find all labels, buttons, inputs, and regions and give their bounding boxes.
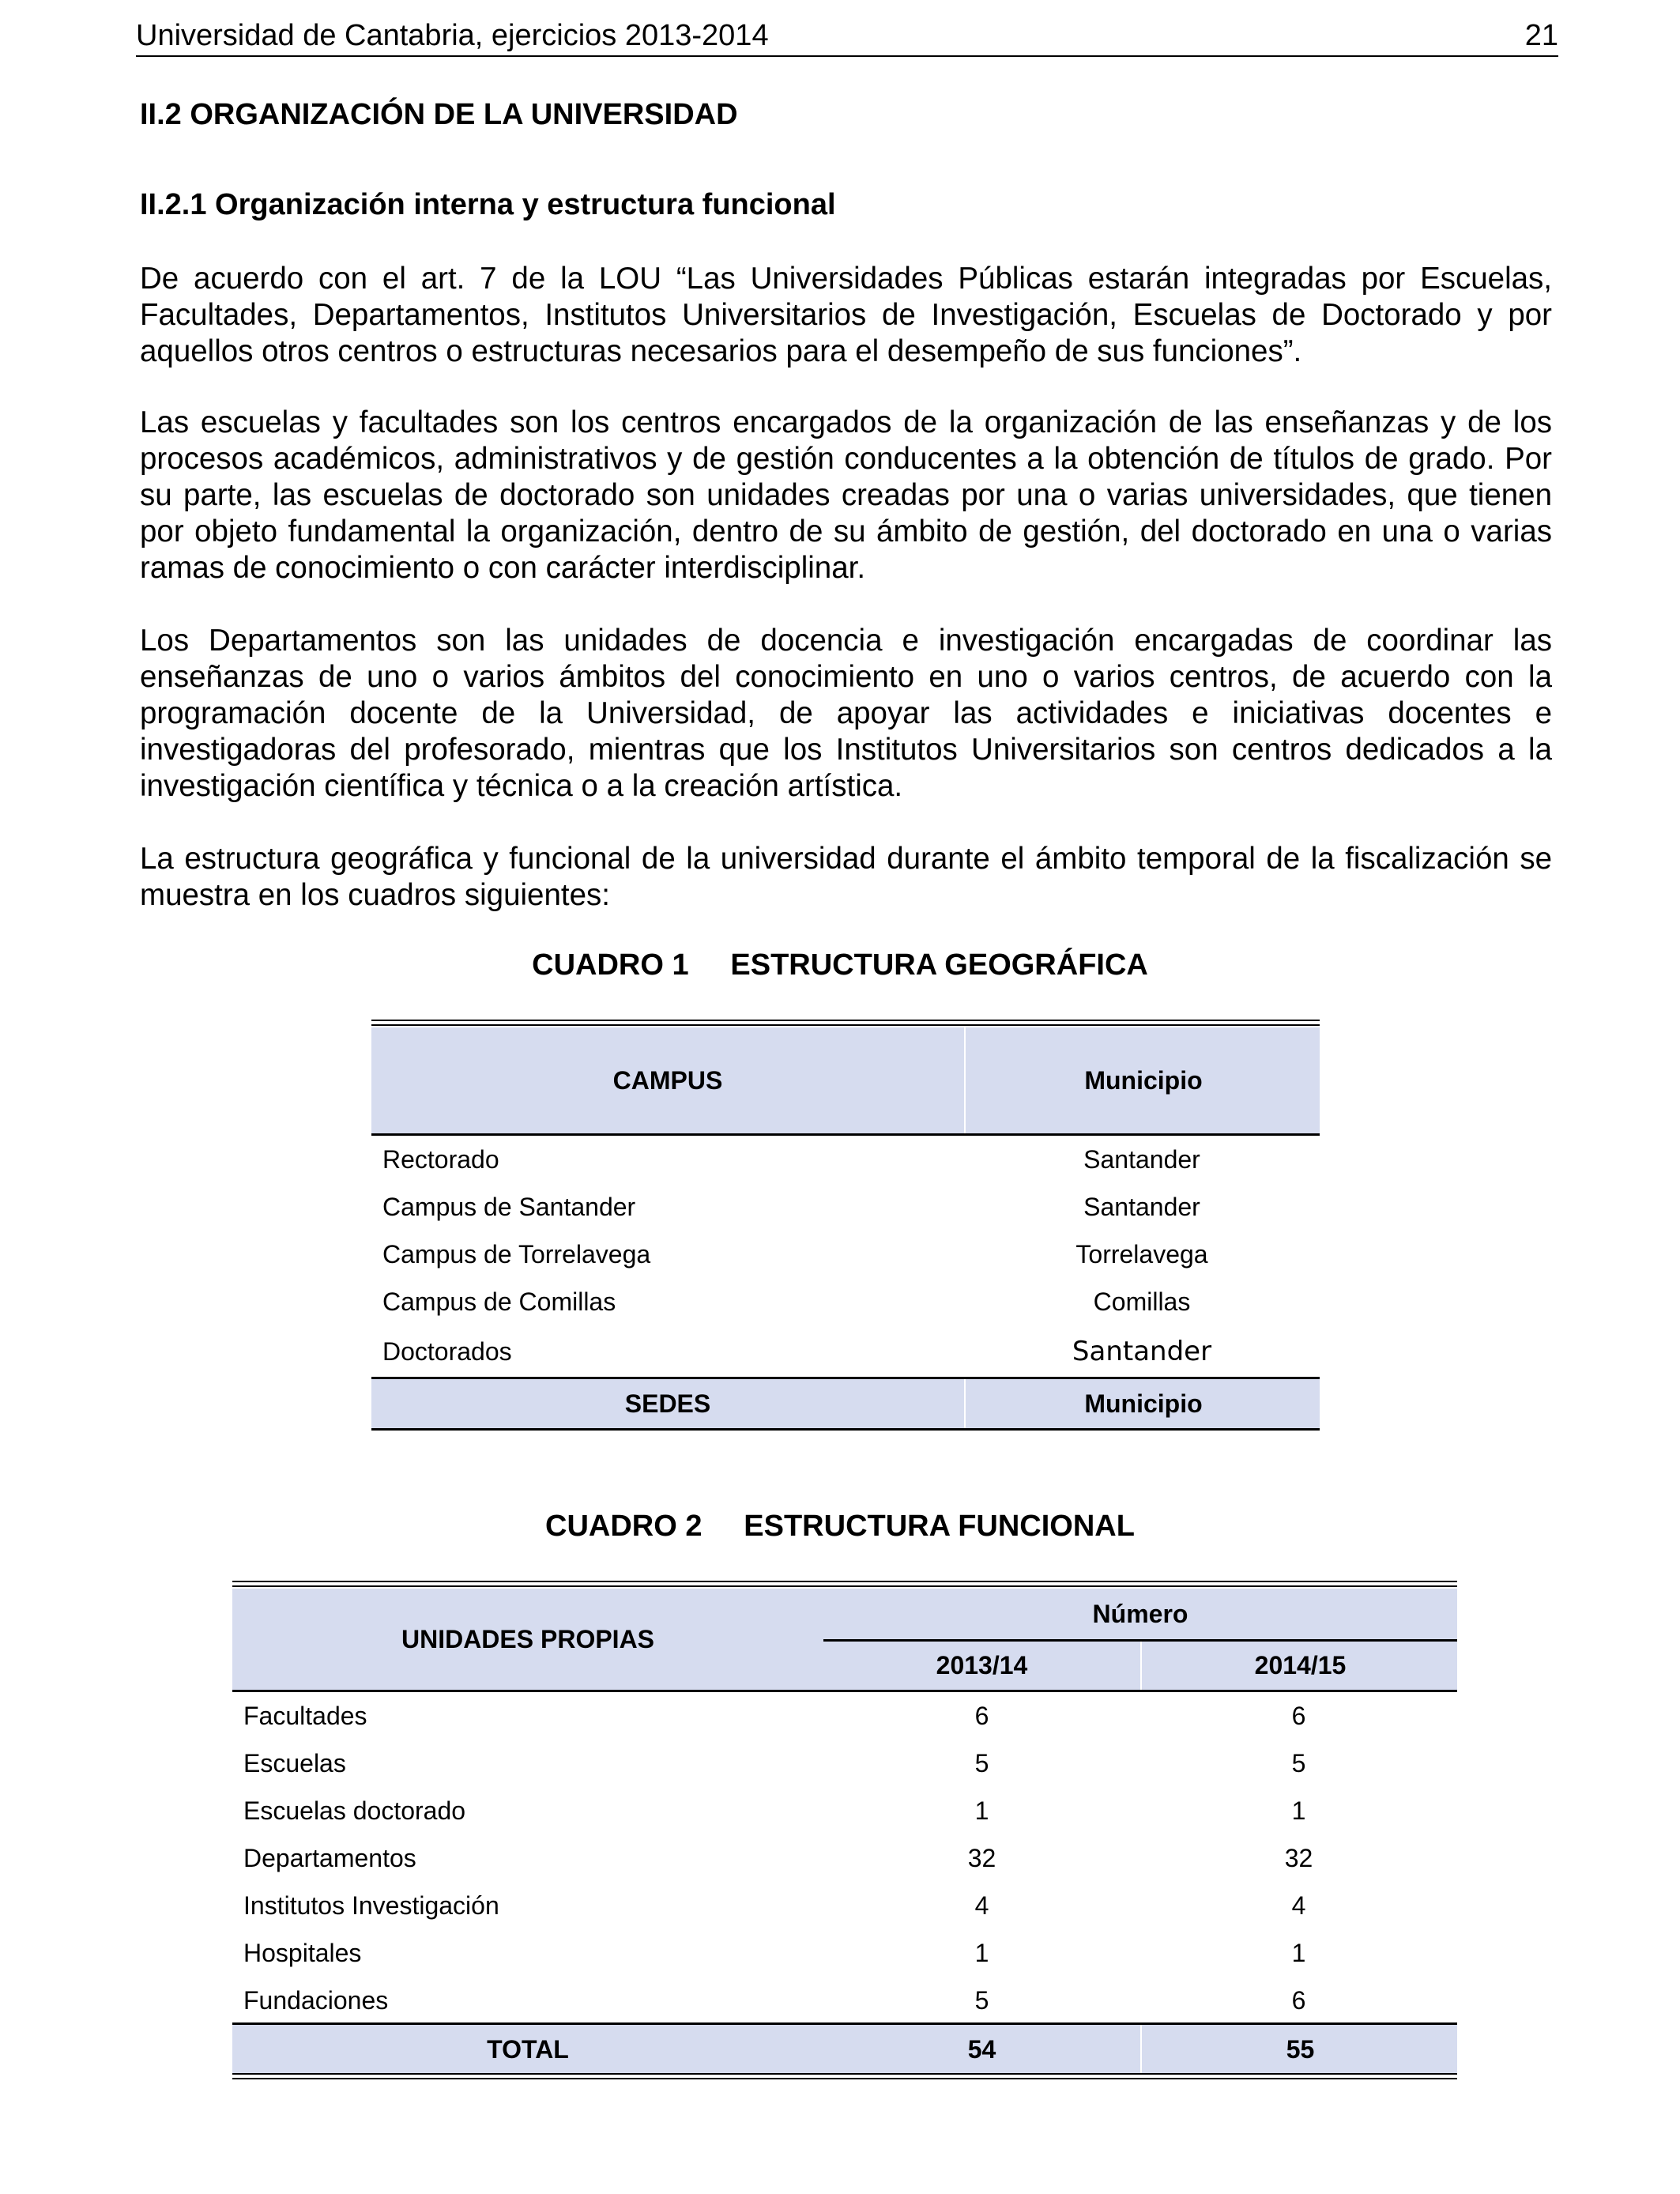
municipio-cell: Santander xyxy=(1072,1336,1212,1367)
table-row xyxy=(371,1136,1320,1183)
unit-cell: Hospitales xyxy=(243,1939,362,1967)
table-row xyxy=(232,1882,1457,1929)
value-cell: 1 xyxy=(1291,1796,1306,1825)
footer-sedes: SEDES xyxy=(624,1389,711,1418)
table1-header xyxy=(371,1027,1320,1136)
total-value: 54 xyxy=(967,2035,996,2064)
value-cell: 4 xyxy=(974,1891,989,1920)
municipio-cell: Torrelavega xyxy=(1075,1240,1208,1269)
table-row xyxy=(232,1787,1457,1834)
column-header-municipio: Municipio xyxy=(964,1027,1321,1133)
paragraph: Los Departamentos son las unidades de docencia e investigación encargadas de coordinar las enseñanzas de uno o varios ámbitos del conocimiento en uno o varios centros, de acuerdo con la programación docente de la Universidad, de apoyar las actividades e iniciativas docentes e investigadoras del profesorado, mientras que los Institutos Universitarios son centros dedicados a la investigación científica y técnica o a la creación artística. xyxy=(140,624,1552,803)
unit-cell: Escuelas xyxy=(243,1749,346,1777)
table-row xyxy=(371,1278,1320,1325)
subsection-title: II.2.1 Organización interna y estructura funcional xyxy=(140,188,836,221)
total-label: TOTAL xyxy=(487,2035,569,2064)
value-cell: 5 xyxy=(974,1986,989,2015)
value-cell: 5 xyxy=(974,1749,989,1777)
table-row xyxy=(371,1328,1320,1375)
table2-caption: CUADRO 2 ESTRUCTURA FUNCIONAL xyxy=(545,1510,1135,1543)
campus-cell: Rectorado xyxy=(382,1145,499,1174)
value-cell: 1 xyxy=(1291,1939,1306,1967)
campus-cell: Campus de Comillas xyxy=(382,1287,616,1316)
table-rule xyxy=(232,2073,1457,2075)
value-cell: 32 xyxy=(1284,1844,1313,1872)
paragraph: La estructura geográfica y funcional de la universidad durante el ámbito temporal de la fiscalización se muestra en los cuadros siguientes: xyxy=(140,842,1552,912)
table-row xyxy=(371,1183,1320,1231)
table-rule xyxy=(232,1581,1457,1582)
table-row xyxy=(232,1692,1457,1740)
table-rule xyxy=(371,1020,1320,1021)
table-row xyxy=(371,1231,1320,1278)
table-rule xyxy=(232,1585,1457,1587)
unit-cell: Facultades xyxy=(243,1702,367,1730)
municipio-cell: Santander xyxy=(1083,1145,1200,1174)
table-row xyxy=(232,1929,1457,1977)
table-row xyxy=(232,1834,1457,1882)
municipio-cell: Santander xyxy=(1083,1193,1200,1221)
table-rule xyxy=(232,2078,1457,2079)
value-cell: 1 xyxy=(974,1796,989,1825)
table2-header xyxy=(232,1589,1457,1692)
column-header-year-2: 2014/15 xyxy=(1140,1642,1459,1690)
campus-cell: Doctorados xyxy=(382,1337,512,1366)
column-header-unidades: UNIDADES PROPIAS xyxy=(401,1624,655,1653)
table1-caption: CUADRO 1 ESTRUCTURA GEOGRÁFICA xyxy=(532,948,1148,982)
value-cell: 32 xyxy=(967,1844,996,1872)
unit-cell: Escuelas doctorado xyxy=(243,1796,466,1825)
total-value: 55 xyxy=(1140,2025,1459,2074)
page-number: 21 xyxy=(1524,19,1558,52)
value-cell: 6 xyxy=(974,1702,989,1730)
value-cell: 4 xyxy=(1291,1891,1306,1920)
municipio-cell: Comillas xyxy=(1093,1287,1191,1316)
column-header-year-1: 2013/14 xyxy=(936,1651,1028,1679)
unit-cell: Institutos Investigación xyxy=(243,1891,499,1920)
value-cell: 6 xyxy=(1291,1986,1306,2015)
campus-cell: Campus de Santander xyxy=(382,1193,636,1221)
footer-municipio: Municipio xyxy=(964,1379,1321,1428)
table-row xyxy=(232,1977,1457,2024)
column-header-campus: CAMPUS xyxy=(612,1065,723,1095)
page-header xyxy=(136,14,1558,57)
table2-total-row xyxy=(232,2022,1457,2074)
paragraph: Las escuelas y facultades son los centros encargados de la organización de las enseñanzas y de los procesos académicos, administrativos y de gestión conducentes a la obtención de títulos de grado. Por su parte, las escuelas de doctorado son unidades creadas por una o varias universidades, que tienen por objeto fundamental la organización, dentro de su ámbito de gestión, del doctorado en una o varias ramas de conocimiento o con carácter interdisciplinar. xyxy=(140,405,1552,585)
table1-footer xyxy=(371,1377,1320,1431)
value-cell: 5 xyxy=(1291,1749,1306,1777)
campus-cell: Campus de Torrelavega xyxy=(382,1240,651,1269)
value-cell: 1 xyxy=(974,1939,989,1967)
unit-cell: Departamentos xyxy=(243,1844,416,1872)
value-cell: 6 xyxy=(1291,1702,1306,1730)
running-title: Universidad de Cantabria, ejercicios 2013-2014 xyxy=(136,19,769,52)
section-title: II.2 ORGANIZACIÓN DE LA UNIVERSIDAD xyxy=(140,98,738,131)
table-rule xyxy=(371,1024,1320,1026)
table-row xyxy=(232,1740,1457,1787)
unit-cell: Fundaciones xyxy=(243,1986,389,2015)
paragraph: De acuerdo con el art. 7 de la LOU “Las Universidades Públicas estarán integradas por Escuelas, Facultades, Departamentos, Institutos Universitarios de Investigación, Escuelas de Doctorado y por aquellos otros centros o estructuras necesarios para el desempeño de sus funciones”. xyxy=(140,262,1552,368)
column-group-numero: Número xyxy=(823,1589,1457,1642)
